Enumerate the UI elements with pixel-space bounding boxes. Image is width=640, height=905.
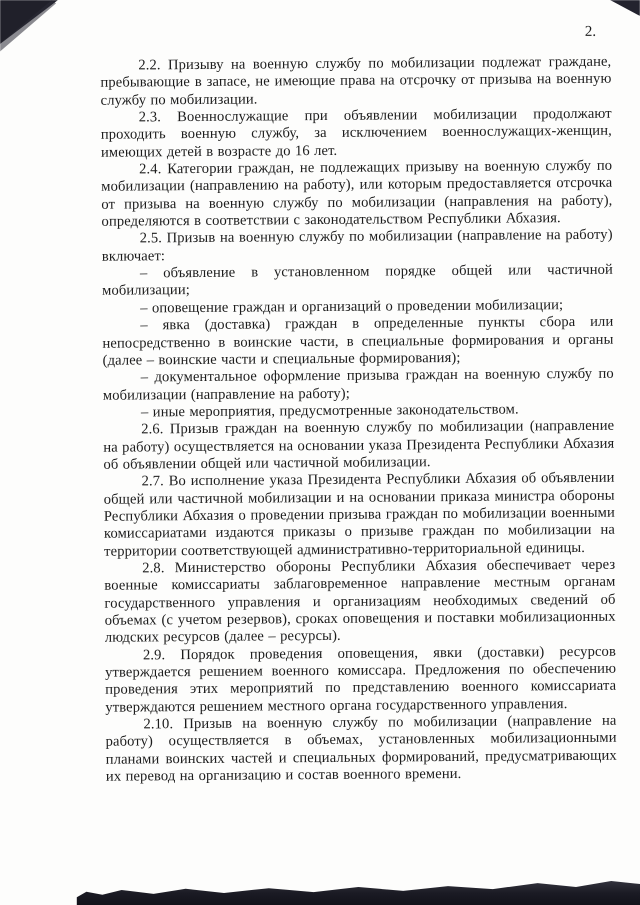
list-item-dash-3: – явка (доставка) граждан в определенные пункты сбора или непосредственно в воинские части, в специальные формирования и органы (далее – воинские части и специальные формирования); (102, 313, 614, 369)
list-item-dash-1: – объявление в установленном порядке общей или частичной мобилизации; (102, 261, 613, 300)
paragraph-2-8: 2.8. Министерство обороны Республики Абхазия обеспечивает через военные комиссариаты заблаговременное направление местным органам государственного управления и организациям необходимых сведений об объемах (с учетом резервов), сроках оповещения и поставки мобилизационных людских ресурсов (далее – ресурсы). (104, 556, 616, 647)
paragraph-2-6: 2.6. Призыв граждан на военную службу по мобилизации (направление на работу) осуществляется на основании указа Президента Республики Абхазия об объявлении общей или частичной мобилизации. (103, 417, 615, 473)
paragraph-2-9: 2.9. Порядок проведения оповещения, явки (доставки) ресурсов утверждается решением военного комиссара. Предложения по обеспечению проведения этих мероприятий по представлению военного комиссариата утверждаются решением местного органа государственного управления. (105, 643, 617, 716)
document-content (0, 23, 640, 786)
scan-artifact-top-right-corner (606, 0, 640, 16)
list-item-dash-4: – документальное оформление призыва граждан на военную службу по мобилизации (направление на работу); (102, 365, 614, 404)
paragraph-2-3: 2.3. Военнослужащие при объявлении мобилизации продолжают проходить военную службу, за исключением военнослужащих-женщин, имеющих детей в возрасте до 16 лет. (100, 105, 612, 161)
paragraph-2-7: 2.7. Во исполнение указа Президента Республики Абхазия об объявлении общей или частичной мобилизации и на основании приказа министра обороны Республики Абхазия о проведении призыва граждан по мобилизации военными комиссариатами издаются приказы о призыве граждан по мобилизации на территории соответствующей административно-территориальной единицы. (103, 469, 616, 560)
scan-artifact-bottom-edge (0, 875, 640, 905)
paragraph-2-10: 2.10. Призыв на военную службу по мобилизации (направление на работу) осуществляется в объемах, установленных мобилизационными планами воинских частей и специальных формирований, предусматривающих их перевод на организацию и состав военного времени. (105, 712, 617, 785)
paragraph-2-5: 2.5. Призыв на военную службу по мобилизации (направление на работу) включает: (101, 227, 613, 265)
page-number: 2. (584, 23, 597, 40)
list-item-dash-5: – иные мероприятия, предусмотренные законодательством. (140, 401, 519, 421)
paragraph-2-2: 2.2. Призыву на военную службу по мобилизации подлежат граждане, пребывающие в запасе, не имеющие права на отсрочку от призыва на военную службу по мобилизации. (100, 53, 612, 109)
paragraph-2-4: 2.4. Категории граждан, не подлежащих призыву на военную службу по мобилизации (направлению на работу), или которым предоставляется отсрочка от призыва на военную службу по мобилизации (направления на работу), определяются в соответствии с законодательством Республики Абхазия. (101, 157, 613, 230)
list-item-dash-2: – оповещение граждан и организаций о проведении мобилизации; (140, 296, 564, 317)
